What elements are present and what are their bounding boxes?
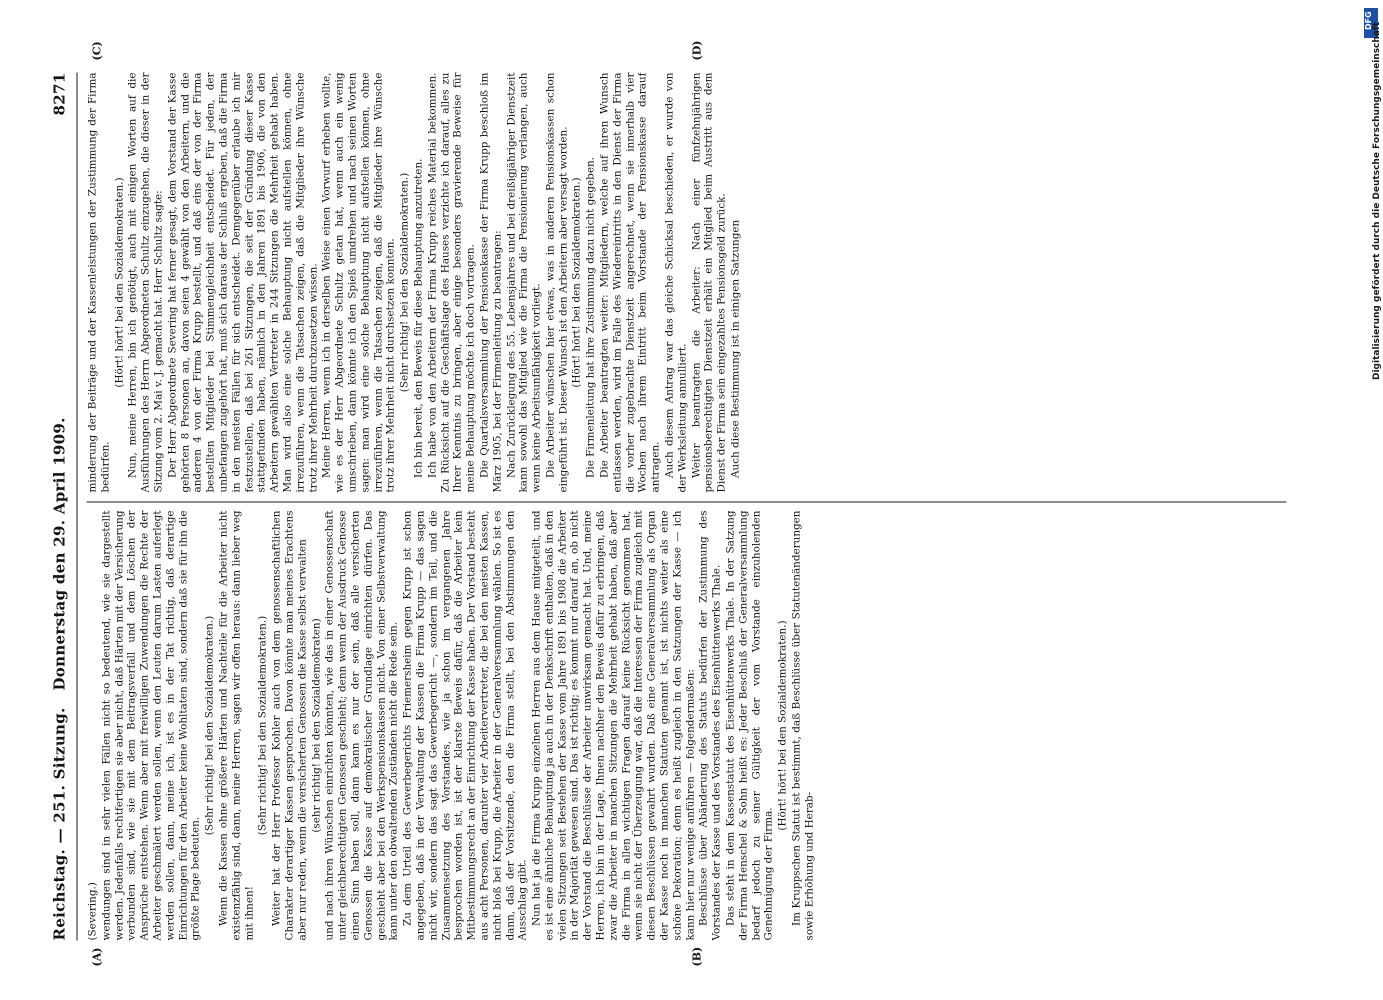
paragraph: Das steht in dem Kassenstatut des Eisenhüttenwerks Thale. In der Satzung der Firma Henschel & Sohn heißt es: Jeder Beschluß der Generalversammlung bedarf jedoch zu seiner Gültigkeit der vom Vorstande einzuholenden Genehmigung der Firma. [724, 510, 775, 940]
paragraph: minderung der Beiträge und der Kassenleistungen der Zustimmung der Firma bedürfen. [86, 72, 111, 492]
paragraph: Ich habe von den Arbeitern der Firma Krupp reiches Material bekommen. Zu Rücksicht auf die Geschäftslage des Hauses verzichte ich darauf, alles zu Ihrer Kenntnis zu bringen, aber einige besonders gravierende Beweise für meine Behauptung möchte ich doch vortragen. [425, 72, 477, 492]
interjection: (Hört! hört! bei den Sozialdemokraten.) [570, 176, 583, 388]
paragraph: (Severing.) [86, 881, 98, 940]
interjection: (Hört! hört! bei den Sozialdemokraten.) [112, 176, 125, 388]
paragraph: Meine Herren, wenn ich in derselben Weise einen Vorwurf erheben wollte, wie es der Herr Abgeordnete Schultz getan hat, wenn auch ein wenig umschrieben, dann könnte ich den Spieß umdrehen und nach seinen Worten sagen: man wird eine solche Behauptung nicht aufstellen können, ohne irrezuführen, wenn die Tatsachen zeigen, daß die Mitglieder ihre Wünsche trotz ihrer Mehrheit nicht durchsetzen konnten. [320, 72, 397, 492]
margin-marker-d: (D) [690, 40, 703, 60]
paragraph: Der Herr Abgeordnete Severing hat ferner gesagt, dem Vorstand der Kasse gehörten 8 Personen an, davon seien 4 gewählt von den Arbeitern, und die anderen 4 von der Firma Krupp bestellt, und daß eins der von der Firma bestellten Mitglieder bei Stimmengleichheit entscheidet. Für jeden, der unbefangen zugehört hat, muß sich daraus der Schluß ergeben, daß die Firma in den meisten Fällen für sich entscheidet. Demgegenüber erlaube ich mir festzustellen, daß bei 261 Sitzungen, die seit der Gründung dieser Kasse stattgefunden haben, nämlich in den Jahren 1891 bis 1906, die von den Arbeitern gewählten Vertreter in 244 Sitzungen die Mehrheit gehabt haben. Man wird also eine solche Behauptung nicht aufstellen können, ohne irrezuführen, wenn die Tatsachen zeigen, daß die Mitglieder ihre Wünsche trotz ihrer Mehrheit durchzusetzen wissen. [165, 72, 319, 492]
header-date: Donnerstag den 29. April 1909. [50, 416, 68, 690]
page-number: 8271 [50, 72, 68, 115]
interjection: (Sehr richtig! bei den Sozialdemokraten.) [203, 615, 216, 835]
header-session: Reichstag. — 251. Sitzung. [50, 706, 68, 940]
paragraph: Weiter beantragten die Arbeiter: Nach einer fünfzehnjährigen pensionsberechtigten Dienstzeit erhält ein Mitglied beim Austritt aus dem Dienst der Firma sein eingezahltes Pensionsgeld zurück. [689, 72, 728, 492]
paragraph: Auch diesem Antrag war das gleiche Schicksal beschieden, er wurde von der Werksleitung annulliert. [663, 72, 688, 492]
paragraph: Ich bin bereit, den Beweis für diese Behauptung anzutreten. [411, 158, 424, 478]
digitization-watermark: Digitalisierung gefördert durch die Deutsche Forschungsgemeinschaft [1372, 21, 1382, 380]
paragraph: Die Arbeiter beantragten weiter: Mitgliedern, welche auf ihren Wunsch entlassen werden, wird im Falle des Wiedereintritts in den Dienst der Firma die vorher zugebrachte Dienstzeit angerechnet, wenn sie innerhalb vier Wochen nach ihrem Eintritt beim Vorstande der Pensionskasse darauf antragen. [598, 72, 662, 492]
left-column [86, 510, 1286, 940]
paragraph: Weiter hat der Herr Professor Kohler auch von dem genossenschaftlichen Charakter derartiger Kassen gesprochen. Davon könnte man meines Erachtens aber nur reden, wenn die versicherten Genossen die Kasse selbst verwalten [270, 510, 308, 940]
margin-marker-a: (A) [90, 947, 103, 966]
margin-marker-b: (B) [690, 946, 703, 966]
paragraph: Die Arbeiter wünschen hier etwas, was in anderen Pensionskassen schon eingeführt ist. Dieser Wunsch ist den Arbeitern aber versagt worden. [543, 72, 569, 492]
interjection: (Sehr richtig! bei den Sozialdemokraten.) [256, 615, 269, 835]
interjection: (sehr richtig! bei den Sozialdemokraten) [309, 617, 322, 833]
paragraph: Die Quartalsversammlung der Pensionskasse der Firma Krupp beschloß im März 1905, bei der Firmenleitung zu beantragen: [477, 72, 503, 492]
interjection: (Sehr richtig! bei den Sozialdemokraten.) [398, 172, 411, 392]
paragraph: Im Kruppschen Statut ist bestimmt, daß Beschlüsse über Statutenänderungen sowie Erhöhung und Herab- [790, 510, 815, 940]
paragraph: Nun, meine Herren, bin ich genötigt, auch mit einigen Worten auf die Ausführungen des Herrn Abgeordneten Schultz einzugehen, die dieser in der Sitzung vom 2. Mai v. J. gemacht hat. Herr Schultz sagte: [126, 72, 164, 492]
paragraph: Nun hat ja die Firma Krupp einzelnen Herren aus dem Hause mitgeteilt, und es ist eine ähnliche Behauptung ja auch in der Denkschrift enthalten, daß in den vielen Sitzungen seit Bestehen der Kasse vom Jahre 1891 bis 1908 die Arbeiter in der Majorität gewesen sind. Das ist richtig; es kommt nur darauf an, ob nicht der Vorstand die Beschlüsse der Arbeiter unwirksam gemacht hat. Und, meine Herren, ich bin in der Lage, Ihnen nachher den Beweis dafür zu erbringen, daß zwar die Arbeiter in manchen Sitzungen die Mehrheit gehabt haben, daß aber die Firma in allen wichtigen Fragen darauf keine Rücksicht genommen hat, wenn sie nicht der Überzeugung war, daß die Interessen der Firma zugleich mit diesen Beschlüssen gewahrt wurden. Daß eine Generalversammlung als Organ der Kasse noch in manchen Statuten genannt ist, ist nichts weiter als eine schöne Dekoration; denn es heißt zugleich in den Satzungen der Kasse — ich kann hier nur wenige anführen — folgendermaßen: [530, 510, 696, 940]
paragraph: wendungen sind in sehr vielen Fällen nicht so bedeutend, wie sie dargestellt werden. Jedenfalls rechtfertigen sie aber nicht, daß Härten mit der Versicherung verbunden sind, wie sie mit dem Beitragsverfall und dem Löschen der Ansprüche entstehen. Wenn aber mit freiwilligen Zuwendungen die Rechte der Arbeiter geschmälert werden sollen, wenn den Leuten darum Lasten auferlegt werden sollen, dann, meine ich, ist es in der Tat richtig, daß derartige Einrichtungen für den Arbeiter keine Wohltaten sind, sondern daß sie für ihn die größte Plage bedeuten. [99, 510, 202, 940]
column-divider [86, 501, 1286, 502]
paragraph: Zu dem Urteil des Gewerbegerichts Friemersheim gegen Krupp ist schon angegeben, daß in der Verwaltung der Kassen die Firma Krupp — das sagen nicht wir, sondern das sagt das Gewerbegericht —, sondern im Teil, und die Zusammensetzung des Vorstandes, wie ja schon im vergangenen Jahre besprochen worden ist, ist der klarste Beweis dafür, daß die Arbeiter kein Mitbestimmungsrecht an der Einrichtung der Kasse haben. Der Vorstand besteht aus acht Personen, darunter vier Arbeitervertreter, die bei den meisten Kassen, nicht bloß bei Krupp, die Arbeiter in der Generalversammlung wählen. So ist es dann, daß der Vorsitzende, den die Firma stellt, bei den Abstimmungen den Ausschlag gibt. [401, 510, 529, 940]
paragraph: Beschlüsse über Abänderung des Statuts bedürfen der Zustimmung des Vorstandes der Kasse und des Vorstandes des Eisenhüttenwerks Thale. [697, 510, 723, 940]
margin-marker-c: (C) [90, 40, 103, 60]
page-header [48, 72, 74, 940]
paragraph: Wenn die Kassen ohne größere Härten und Nachteile für die Arbeiter nicht existenzfähig sind, dann, meine Herren, sagen wir offen heraus: dann lieber weg mit ihnen! [216, 510, 255, 940]
paragraph: Die Firmenleitung hat ihre Zustimmung dazu nicht gegeben. [584, 156, 597, 478]
header-rule [76, 72, 77, 940]
paragraph: Auch diese Bestimmung ist in einigen Satzungen [729, 219, 742, 478]
dfg-logo-text: DFG [1364, 11, 1373, 30]
interjection: (Hört! hört! bei den Sozialdemokraten.) [776, 619, 789, 831]
right-column [86, 72, 1286, 492]
paragraph: und nach ihren Wünschen einrichten könnten, wie das in einer Genossenschaft unter gleichberechtigten Genossen geschieht; denn wenn der Ausdruck Genosse einen Sinn haben soll, dann kann es nur der sein, daß alle versicherten Genossen die Kasse auf demokratischer Grundlage einrichten dürfen. Das geschieht aber bei den Werkspensionskassen nicht. Von einer Selbstverwaltung kann unter den obwaltenden Zuständen nicht die Rede sein. [323, 510, 400, 940]
paragraph: Nach Zurücklegung des 55. Lebensjahres und bei dreißigjähriger Dienstzeit kann sowohl das Mitglied wie die Firma die Pensionierung verlangen, auch wenn keine Arbeitsunfähigkeit vorliegt. [504, 72, 543, 492]
